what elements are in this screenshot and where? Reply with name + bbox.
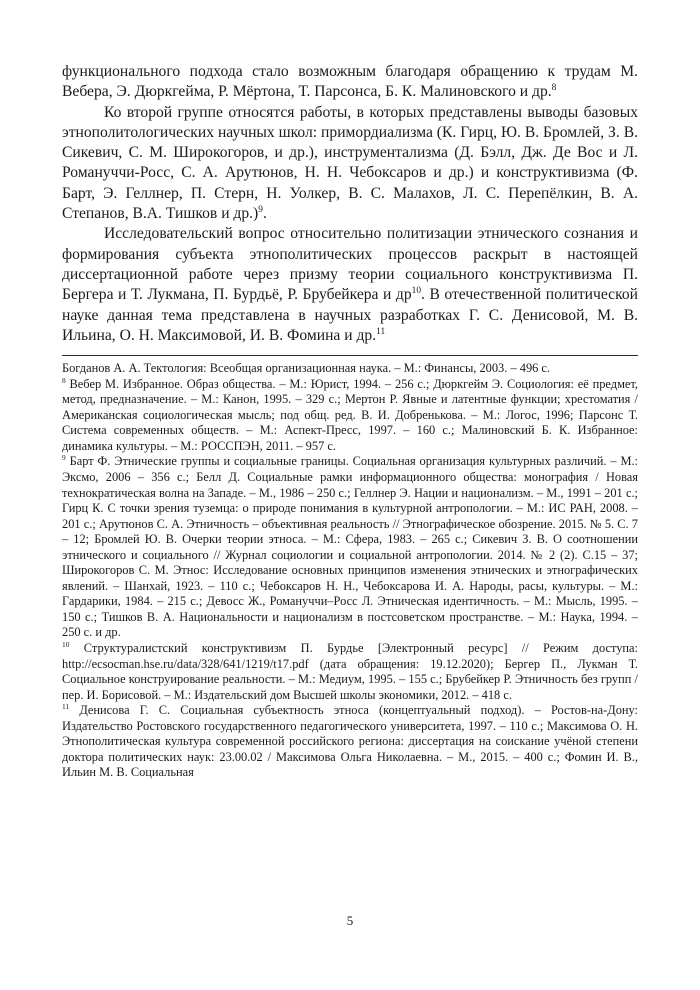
body-paragraph: Ко второй группе относятся работы, в которых представлены выводы базовых этнополитологических научных школ: примордиализма (К. Гирц, Ю. В. Бромлей, З. В. Сикевич, С. М. Широкогоров, и др.), инструментализма (Д. Бэлл, Дж. Де Вос и Л. Романуччи-Росс, С. А. Арутюнов, Н. Н. Чебоксаров и др.) и конструктивизма (Ф. Барт, Э. Геллнер, П. Стерн, Н. Уолкер, В. С. Малахов, Л. С. Перепёлкин, В. А. Степанов, В.А. Тишков и др.)$^9$.: [62, 103, 638, 223]
footnote-10: $^{10}$ Структуралистский конструктивизм П. Бурдье [Электронный ресурс] // Режим доступа: http://ecsocman.hse.ru/data/328/641/1219/t17.pdf (дата обращения: 19.12.2020); Бергер П., Лукман Т. Социальное конструирование реальности. – М.: Медиум, 1995. – 155 с.; Брубейкер Р. Этничность без групп / пер. И. Борисовой. – М.: Издательский дом Высшей школы экономики, 2012. – 418 с.: [62, 639, 638, 702]
body-paragraph: функционального подхода стало возможным благодаря обращению к трудам М. Вебера, Э. Дюркгейма, Р. Мёртона, Т. Парсонса, Б. К. Малиновского и др.$^8$: [62, 63, 638, 101]
text-block: [62, 62, 638, 781]
footnote-separator: [62, 355, 638, 356]
footnotes-section: [62, 361, 638, 781]
page-number: 5: [346, 913, 354, 928]
footnote-9: $^9$ Барт Ф. Этнические группы и социальные границы. Социальная организация культурных различий. – М.: Эксмо, 2006 – 356 с.; Белл Д. Социальные рамки информационного общества: монография / Новая технократическая волна на Западе. – М., 1986 – 250 с.; Геллнер Э. Нации и национализм. – М., 1991 – 201 с.; Гирц К. С точки зрения туземца: о природе понимания в культурной антропологии. – М.: ИС РАН, 2008. – 201 с.; Арутюнов С. А. Этничность – объективная реальность // Этнографическое обозрение. 2015. № 5. С. 7 – 12; Бромлей Ю. В. Очерки теории этноса. – М.: Сфера, 1983. – 265 с.; Сикевич З. В. О соотношении этнического и социального // Журнал социологии и социальной антропологии. 2014. № 2 (2). С.15 – 37; Широкогоров С. М. Этнос: Исследование основных принципов изменения этнических и этнографических явлений. – Шанхай, 1923. – 110 с.; Чебоксаров Н. Н., Чебоксарова И. А. Народы, расы, культуры. – М.: Гардарики, 1984. – 215 с.; Девосс Ж., Романуччи–Росс Л. Этническая идентичность. – М.: Мысль, 1995. – 150 с.; Тишков В. А. Национальности и национализм в постсоветском пространстве. – М.: Наука, 1994. – 250 с. и др.: [62, 453, 638, 640]
body-paragraph: Исследовательский вопрос относительно политизации этнического сознания и формирования субъекта этнополитических процессов раскрыт в настоящей диссертационной работе через призму теории социального конструктивизма П. Бергера и Т. Лукмана, П. Бурдьё, Р. Брубейкера и $др^{10}$. В отечественной политической науке данная тема представлена в научных разработках Г. С. Денисовой, М. В. Ильина, О. Н. Максимовой, И. В. Фомина и др.$^{11}$: [62, 225, 638, 344]
body-text: [62, 62, 638, 346]
footnote-11: $^{11}$ Денисова Г. С. Социальная субъектность этноса (концептуальный подход). – Ростов-на-Дону: Издательство Ростовского государственного педагогического университета, 1997. – 110 с.; Максимова О. Н. Этнополитическая культура современной российского региона: диссертация на соискание учёной степени доктора политических наук: 23.00.02 / Максимова Ольга Николаевна. – М., 2015. – 400 с.; Фомин И. В., Ильин М. В. Социальная: [62, 702, 638, 780]
footnote-8: $^8$ Вебер М. Избранное. Образ общества. – М.: Юрист, 1994. – 256 с.; Дюркгейм Э. Социология: её предмет, метод, предназначение. – М.: Канон, 1995. – 329 с.; Мертон Р. Явные и латентные функции; хрестоматия / Американская социологическая мысль; под общ. ред. В. И. Добренькова. – М.: Логос, 1996; Парсонс Т. Система современных обществ. – М.: Аспект-Пресс, 1997. – 160 с.; Малиновский Б. К. Избранное: динамика культуры. – М.: РОССПЭН, 2011. – 957 с.: [62, 375, 638, 453]
footnote-continuation: Богданов А. А. Тектология: Всеобщая организационная наука. – М.: Финансы, 2003. – 496 с.: [62, 361, 551, 376]
